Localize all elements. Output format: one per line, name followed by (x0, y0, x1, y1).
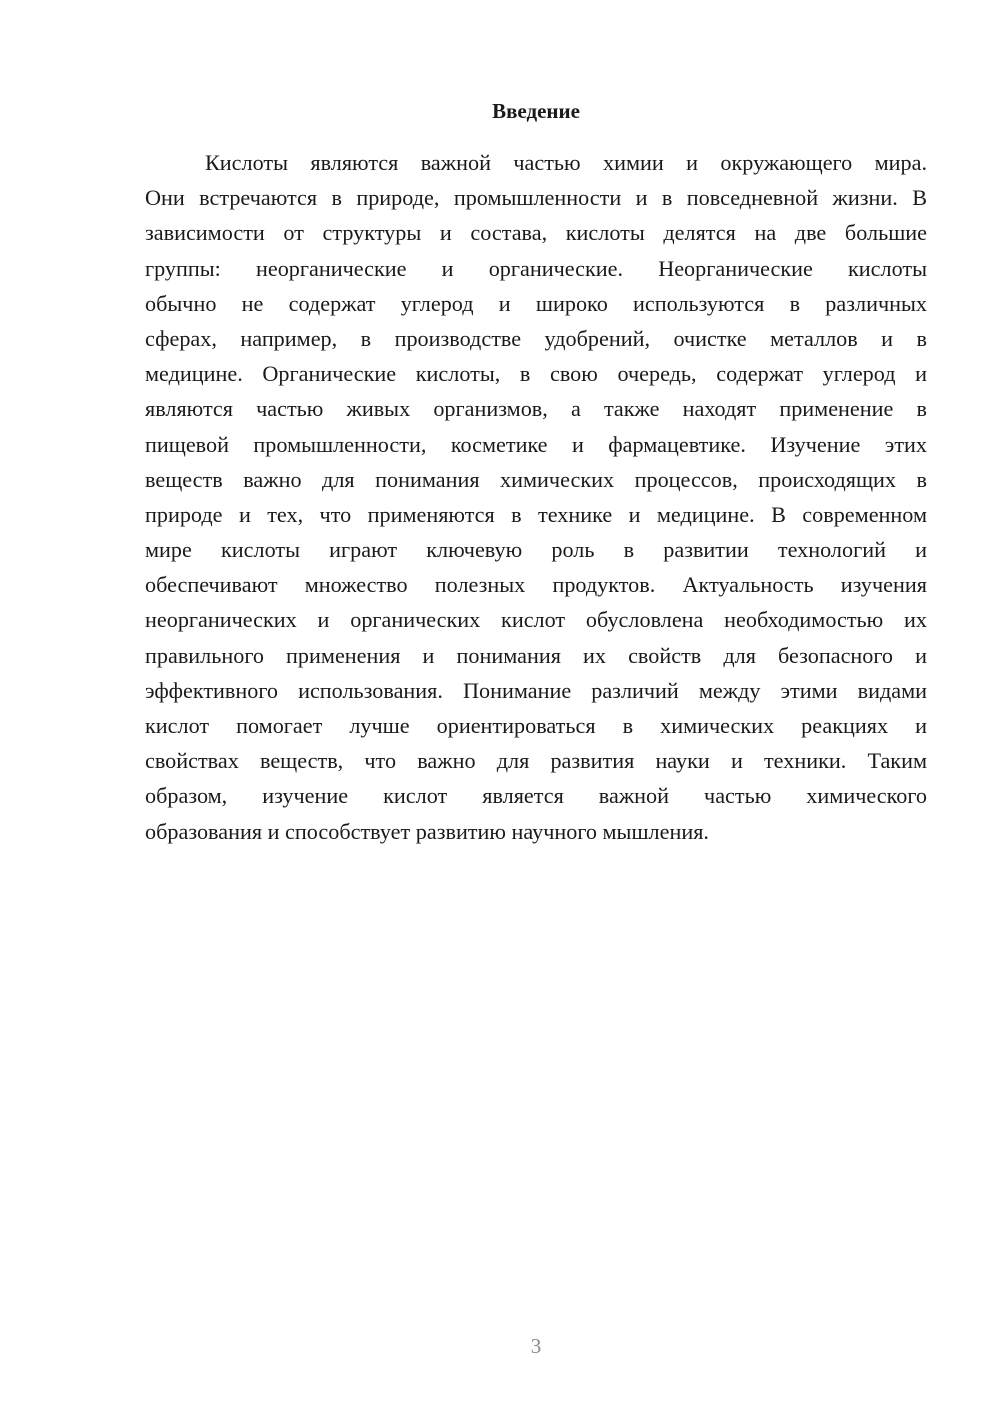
paragraph-line: веществ важно для понимания химических процессов, происходящих в (145, 466, 927, 492)
paragraph-line: Они встречаются в природе, промышленности и в повседневной жизни. В (145, 185, 927, 211)
page-title-text: Введение (492, 99, 580, 123)
paragraph-line: Кислоты являются важной частью химии и окружающего мира. (205, 150, 927, 175)
paragraph-line: эффективного использования. Понимание различий между этими видами (145, 677, 927, 703)
paragraph-line: мире кислоты играют ключевую роль в развитии технологий и (145, 537, 927, 563)
paragraph-line: пищевой промышленности, косметике и фармацевтике. Изучение этих (145, 431, 927, 457)
page-number: 3 (530, 1334, 542, 1358)
paragraph-line: природе и тех, что применяются в технике и медицине. В современном (145, 501, 927, 527)
page-title (145, 96, 927, 126)
paragraph-line: обычно не содержат углерод и широко используются в различных (145, 290, 927, 316)
paragraph-line: свойствах веществ, что важно для развития науки и техники. Таким (145, 748, 927, 774)
paragraph-line: зависимости от структуры и состава, кислоты делятся на две большие (145, 220, 927, 246)
paragraph-line: правильного применения и понимания их свойств для безопасного и (145, 642, 927, 668)
paragraph-line: сферах, например, в производстве удобрений, очистке металлов и в (145, 325, 927, 351)
paragraph-line: кислот помогает лучше ориентироваться в химических реакциях и (145, 713, 927, 738)
paragraph-line: группы: неорганические и органические. Неорганические кислоты (145, 255, 927, 281)
paragraph-line: образования и способствует развитию научного мышления. (145, 818, 709, 844)
paragraph-line: обеспечивают множество полезных продуктов. Актуальность изучения (145, 572, 927, 598)
paragraph-line: неорганических и органических кислот обусловлена необходимостью их (145, 607, 927, 633)
body-paragraph (145, 145, 927, 849)
paragraph-line: являются частью живых организмов, а также находят применение в (145, 396, 927, 422)
paragraph-line: медицине. Органические кислоты, в свою очередь, содержат углерод и (145, 361, 927, 387)
paragraph-line: образом, изучение кислот является важной частью химического (145, 783, 927, 809)
